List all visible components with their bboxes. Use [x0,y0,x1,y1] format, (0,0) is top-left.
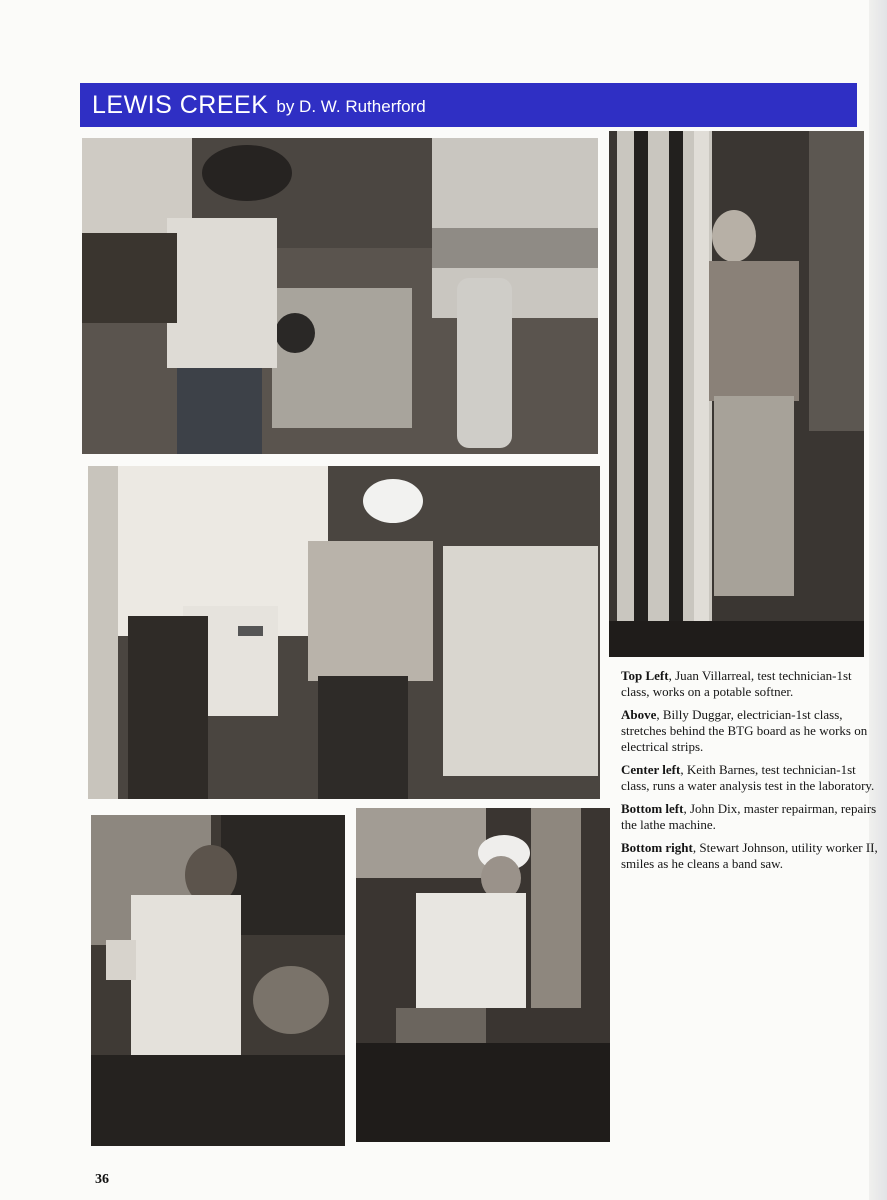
page-edge [869,0,887,1200]
photo-captions [621,668,881,879]
article-title: LEWIS CREEK [92,90,269,119]
photo-top-right [609,131,864,657]
caption-bottom-left: Bottom left, John Dix, master repairman, repairs the lathe machine. [621,801,877,832]
caption-center-left: Center left, Keith Barnes, test technician-1st class, runs a water analysis test in the laboratory. [621,762,875,793]
caption-above: Above, Billy Duggar, electrician-1st class, stretches behind the BTG board as he works on electrical strips. [621,707,868,754]
article-header [80,83,857,127]
photo-bottom-right [356,808,610,1142]
caption-top-left: Top Left, Juan Villarreal, test technician-1st class, works on a potable softner. [621,668,852,699]
page-number: 36 [95,1172,109,1187]
caption-bottom-right: Bottom right, Stewart Johnson, utility worker II, smiles as he cleans a band saw. [621,840,878,871]
photo-center-left [88,466,600,799]
photo-bottom-left [91,815,345,1146]
article-byline: by D. W. Rutherford [276,97,426,116]
photo-top-left [82,138,598,454]
